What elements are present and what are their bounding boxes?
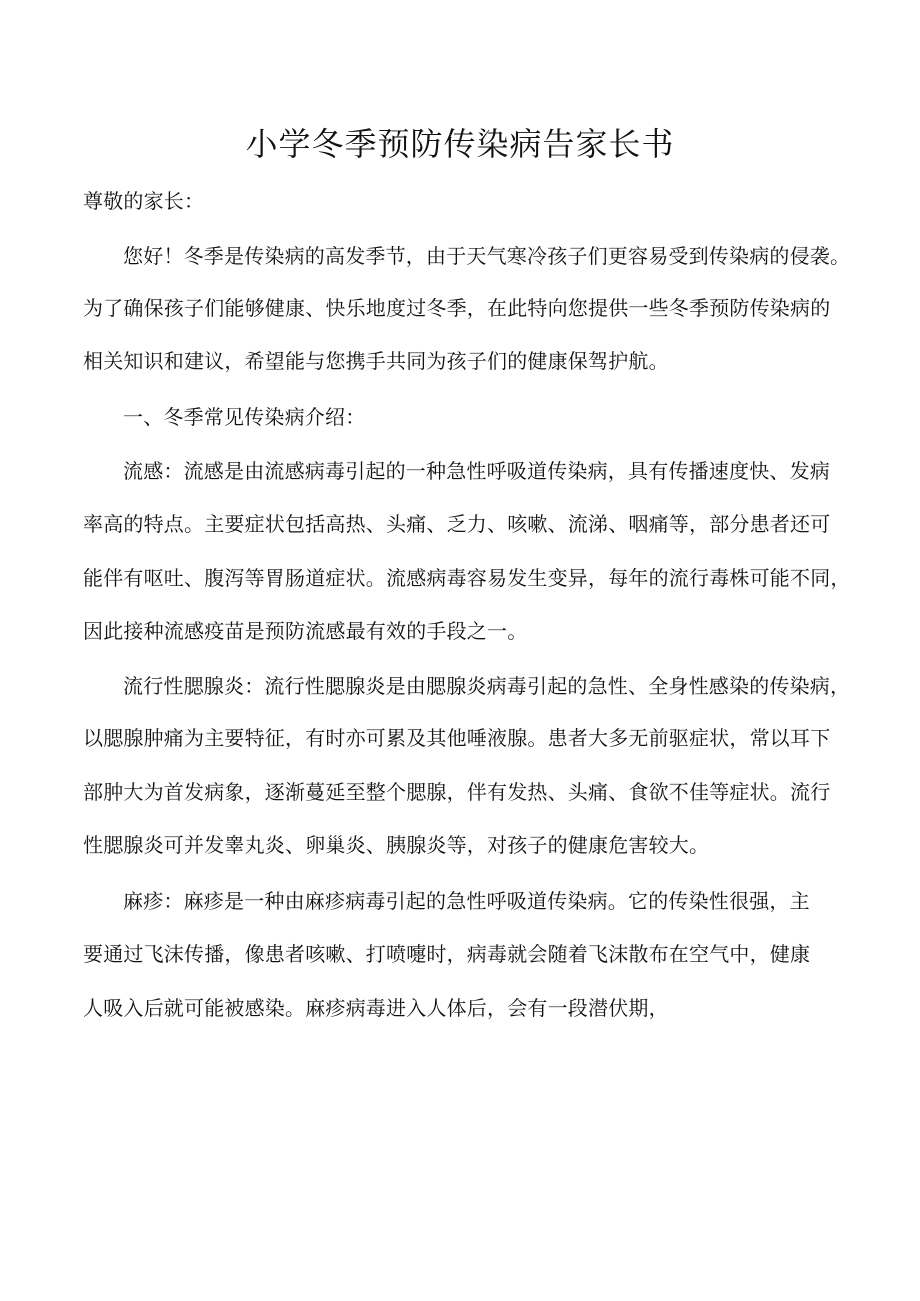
- paragraph-line: 为了确保孩子们能够健康、快乐地度过冬季，在此特向您提供一些冬季预防传染病的: [83, 296, 831, 320]
- paragraph-line: 以腮腺肿痛为主要特征，有时亦可累及其他唾液腺。患者大多无前驱症状，常以耳下: [83, 726, 831, 750]
- paragraph-line: 能伴有呕吐、腹泻等胃肠道症状。流感病毒容易发生变异，每年的流行毒株可能不同，: [83, 566, 851, 590]
- paragraph-line: 您好！冬季是传染病的高发季节，由于天气寒冷孩子们更容易受到传染病的侵袭。: [123, 244, 851, 268]
- paragraph-line: 率高的特点。主要症状包括高热、头痛、乏力、咳嗽、流涕、咽痛等，部分患者还可: [83, 512, 831, 536]
- paragraph-line: 麻疹：麻疹是一种由麻疹病毒引起的急性呼吸道传染病。它的传染性很强，主: [123, 889, 810, 913]
- paragraph-line: 流行性腮腺炎：流行性腮腺炎是由腮腺炎病毒引起的急性、全身性感染的传染病，: [123, 674, 851, 698]
- paragraph-line: 人吸入后就可能被感染。麻疹病毒进入人体后，会有一段潜伏期，: [83, 996, 669, 1020]
- paragraph-line: 因此接种流感疫苗是预防流感最有效的手段之一。: [83, 619, 528, 643]
- paragraph-line: 部肿大为首发病象，逐渐蔓延至整个腮腺，伴有发热、头痛、食欲不佳等症状。流行: [83, 780, 831, 804]
- section-heading: 一、冬季常见传染病介绍：: [123, 405, 366, 429]
- paragraph-line: 要通过飞沫传播，像患者咳嗽、打喷嚏时，病毒就会随着飞沫散布在空气中，健康: [83, 942, 811, 966]
- paragraph-line: 性腮腺炎可并发睾丸炎、卵巢炎、胰腺炎等，对孩子的健康危害较大。: [83, 833, 710, 857]
- document-title: 小学冬季预防传染病告家长书: [245, 125, 675, 163]
- salutation-line: 尊敬的家长：: [83, 189, 205, 213]
- paragraph-line: 相关知识和建议，希望能与您携手共同为孩子们的健康保驾护航。: [83, 349, 669, 373]
- paragraph-line: 流感：流感是由流感病毒引起的一种急性呼吸道传染病，具有传播速度快、发病: [123, 459, 830, 483]
